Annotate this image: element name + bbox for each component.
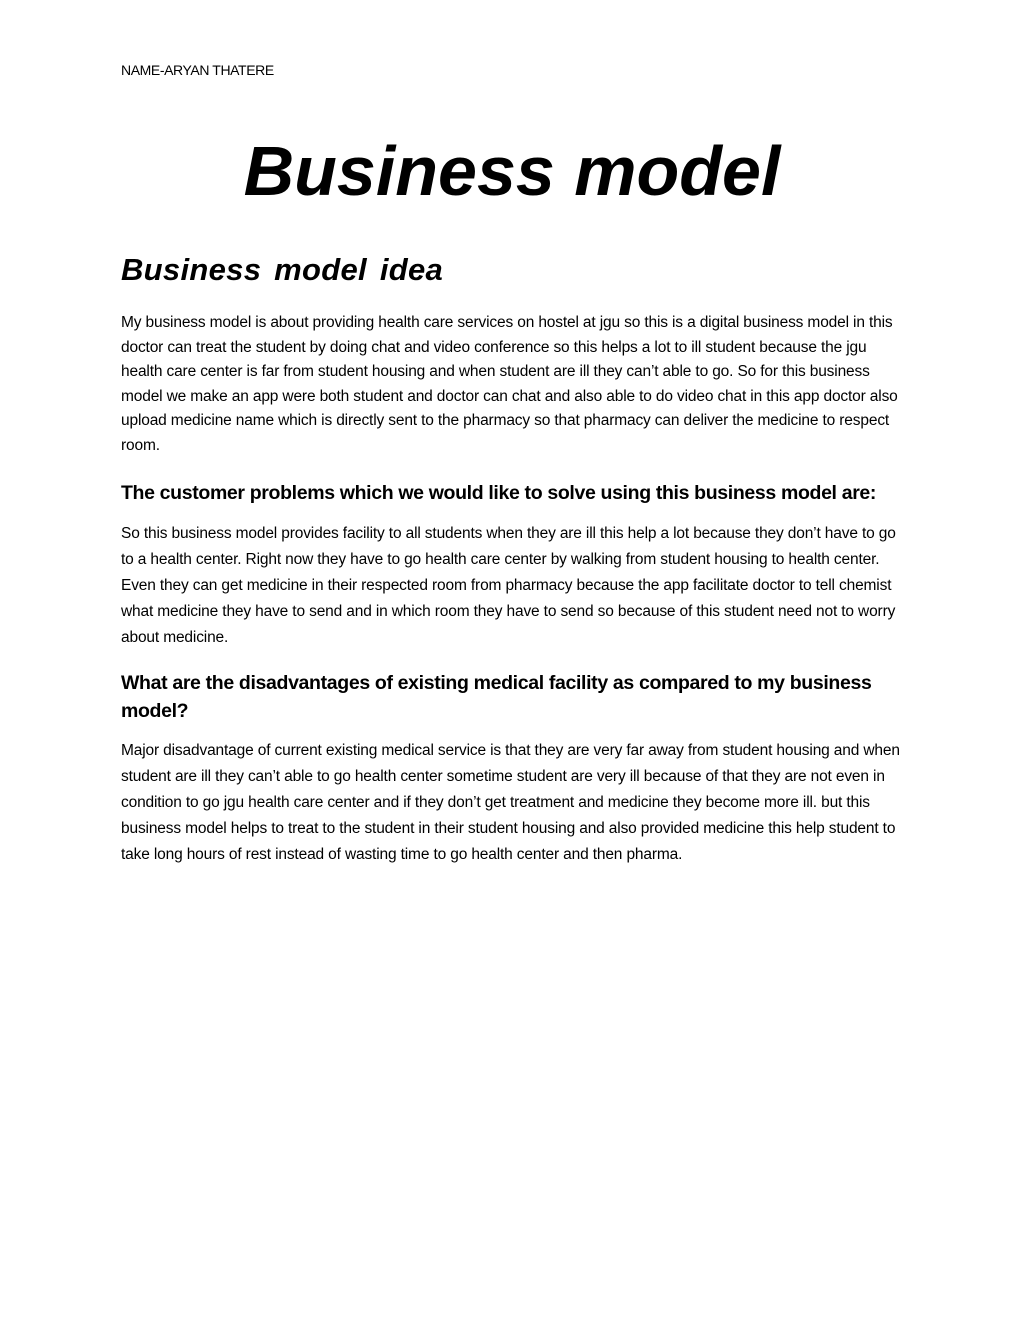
author-name: NAME-ARYAN THATERE: [121, 62, 274, 78]
heading-disadvantages: What are the disadvantages of existing medical facility as compared to my business model?: [121, 671, 872, 722]
paragraph-disadvantages: Major disadvantage of current existing medical service is that they are very far away from student housing and when student are ill they can’t able to go health center sometime student are very ill because of that they are not even in condition to go jgu health care center and if they don’t get treatment and medicine they become more ill. but this business model helps to treat to the student in their student housing and also provided medicine this help student to take long hours of rest instead of wasting time to go health center and then pharma.: [121, 741, 900, 863]
document-title: Business model: [243, 132, 781, 210]
heading-customer-problems: The customer problems which we would like to solve using this business model are:: [121, 481, 877, 504]
section-subtitle: Business model idea: [121, 252, 444, 287]
document-body: [121, 250, 906, 868]
paragraph-customer-problems: So this business model provides facility to all students when they are ill this help a lot because they don’t have to go to a health center. Right now they have to go health care center by walking from student housing to health center. Even they can get medicine in their respected room from pharmacy because the app facilitate doctor to tell chemist what medicine they have to send and in which room they have to send so because of this student need not to worry about medicine.: [121, 524, 896, 646]
paragraph-business-idea: My business model is about providing health care services on hostel at jgu so this is a digital business model in this doctor can treat the student by doing chat and video conference so this helps a lot to ill student because the jgu health care center is far from student housing and when student are ill they can’t able to go. So for this business model we make an app were both student and doctor can chat and also able to do video chat in this app doctor also upload medicine name which is directly sent to the pharmacy so that pharmacy can deliver the medicine to respect room.: [121, 314, 898, 454]
